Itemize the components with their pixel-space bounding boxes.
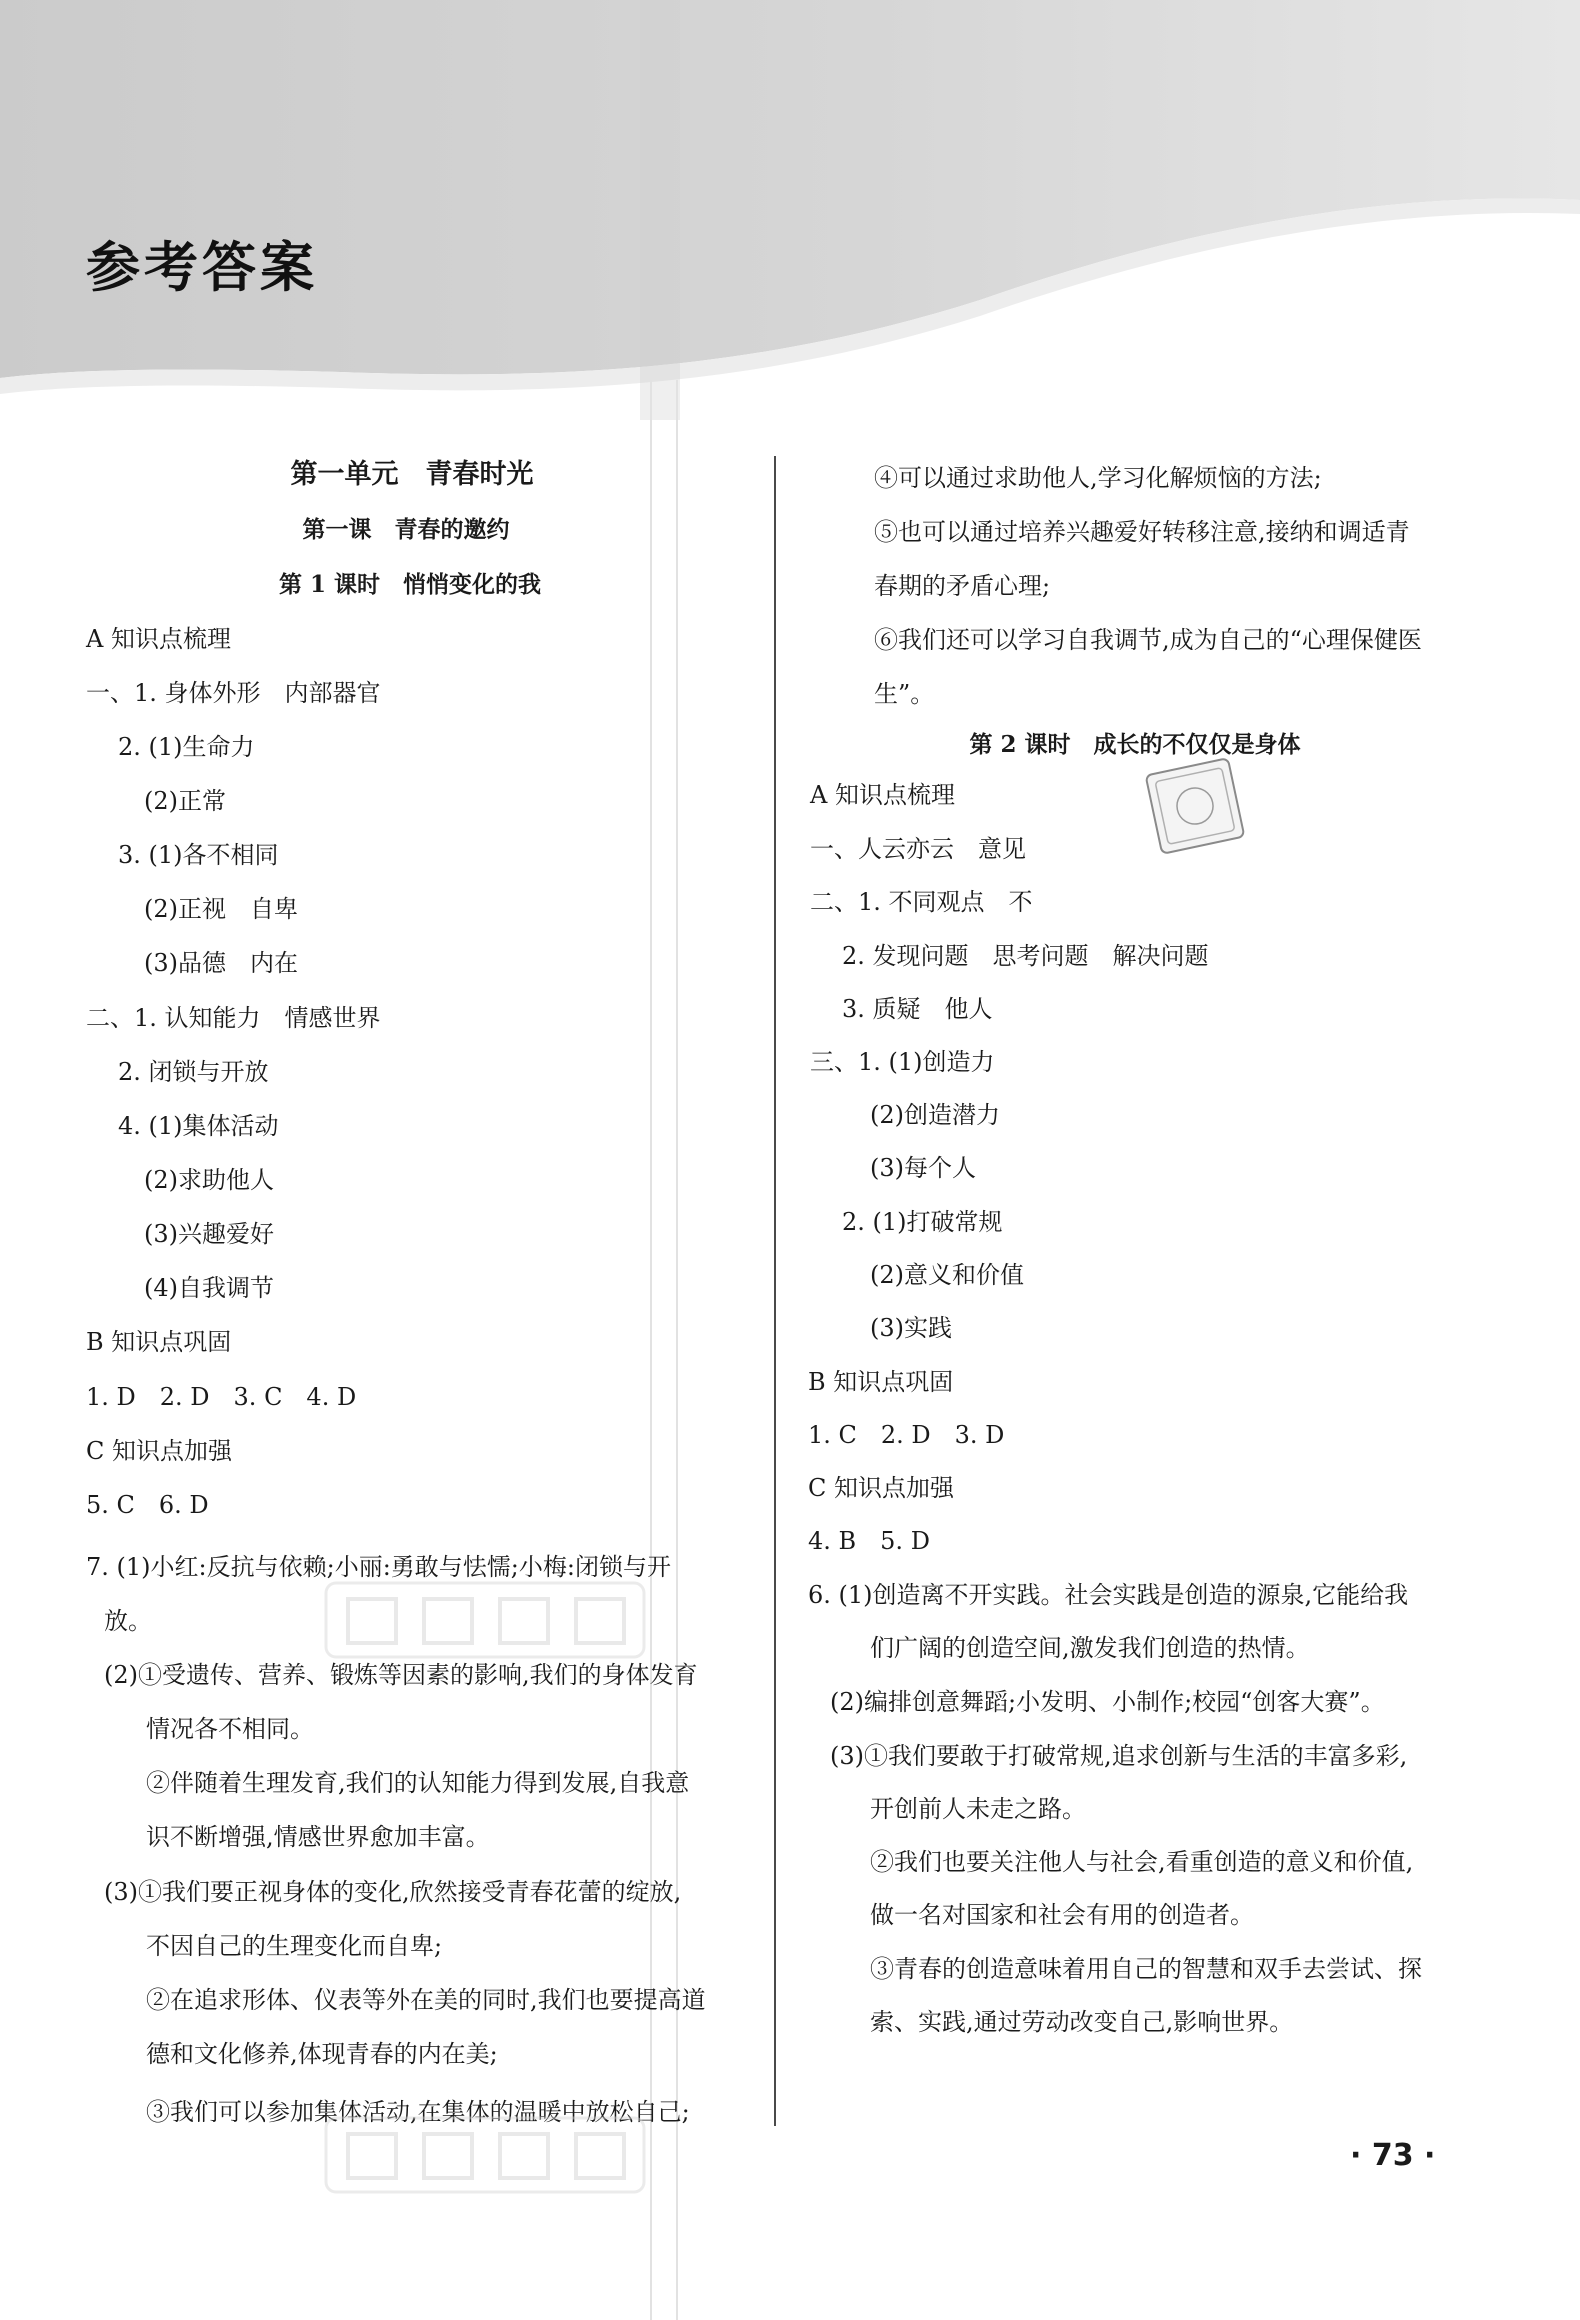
watermark-graphic <box>320 2110 650 2200</box>
answer-line: 不因自己的生理变化而自卑; <box>146 1932 443 1960</box>
lesson-title: 第一课 青春的邀约 <box>302 516 510 543</box>
answer-line: ④可以通过求助他人,学习化解烦恼的方法; <box>874 464 1322 492</box>
answer-line: 索、实践,通过劳动改变自己,影响世界。 <box>870 2008 1294 2036</box>
answer-line: 放。 <box>104 1607 152 1635</box>
answer-line: 2. 发现问题 思考问题 解决问题 <box>842 942 1209 970</box>
answer-line: 三、1. (1)创造力 <box>810 1048 995 1076</box>
answer-line: (3)兴趣爱好 <box>144 1220 274 1248</box>
page-number: · 73 · <box>1350 2138 1436 2173</box>
answer-line: A 知识点梳理 <box>810 781 955 809</box>
answer-line: ③我们可以参加集体活动,在集体的温暖中放松自己; <box>146 2098 690 2126</box>
answer-line: ②在追求形体、仪表等外在美的同时,我们也要提高道 <box>146 1986 706 2014</box>
answer-line: (3)每个人 <box>870 1154 976 1182</box>
period-title: 第 2 课时 成长的不仅仅是身体 <box>969 731 1301 758</box>
answer-line: (2)正常 <box>144 787 226 815</box>
answer-line: 德和文化修养,体现青春的内在美; <box>146 2040 498 2068</box>
answer-line: 2. 闭锁与开放 <box>118 1058 269 1086</box>
answer-line: (2)编排创意舞蹈;小发明、小制作;校园“创客大赛”。 <box>830 1688 1385 1716</box>
stamp-graphic <box>1135 752 1255 860</box>
answer-line: 4. (1)集体活动 <box>118 1112 279 1140</box>
answer-line: ⑤也可以通过培养兴趣爱好转移注意,接纳和调适青 <box>874 518 1410 546</box>
answer-line: ③青春的创造意味着用自己的智慧和双手去尝试、探 <box>870 1955 1422 1983</box>
answer-line: ②我们也要关注他人与社会,看重创造的意义和价值, <box>870 1848 1414 1876</box>
answer-line: (3)①我们要敢于打破常规,追求创新与生活的丰富多彩, <box>830 1742 1408 1770</box>
answer-line: 1. C 2. D 3. D <box>808 1421 1005 1449</box>
answer-line: ②伴随着生理发育,我们的认知能力得到发展,自我意 <box>146 1769 690 1797</box>
answer-line: 6. (1)创造离不开实践。社会实践是创造的源泉,它能给我 <box>808 1581 1409 1609</box>
answer-line: (4)自我调节 <box>144 1274 274 1302</box>
answer-line: A 知识点梳理 <box>86 625 231 653</box>
answer-line: 4. B 5. D <box>808 1527 930 1555</box>
answer-line: B 知识点巩固 <box>808 1368 954 1396</box>
answer-line: (3)①我们要正视身体的变化,欣然接受青春花蕾的绽放, <box>104 1878 682 1906</box>
page-heading: 参考答案 <box>86 236 318 299</box>
answer-line: 识不断增强,情感世界愈加丰富。 <box>146 1823 490 1851</box>
answer-line: 情况各不相同。 <box>146 1715 314 1743</box>
answer-line: 生”。 <box>874 680 935 708</box>
answer-line: (3)品德 内在 <box>144 949 298 977</box>
answer-line: 做一名对国家和社会有用的创造者。 <box>870 1901 1254 1929</box>
answer-line: 二、1. 认知能力 情感世界 <box>86 1004 381 1032</box>
unit-title: 第一单元 青春时光 <box>290 459 534 490</box>
answer-line: C 知识点加强 <box>808 1474 954 1502</box>
answer-line: (2)创造潜力 <box>870 1101 1000 1129</box>
answer-line: 5. C 6. D <box>86 1491 209 1519</box>
answer-line: (2)正视 自卑 <box>144 895 298 923</box>
answer-line: 2. (1)打破常规 <box>842 1208 1003 1236</box>
answer-line: ⑥我们还可以学习自我调节,成为自己的“心理保健医 <box>874 626 1422 654</box>
watermark-graphic <box>320 1575 650 1665</box>
answer-line: 7. (1)小红:反抗与依赖;小丽:勇敢与怯懦;小梅:闭锁与开 <box>86 1553 671 1581</box>
period-title: 第 1 课时 悄悄变化的我 <box>278 571 542 598</box>
answer-line: 1. D 2. D 3. C 4. D <box>86 1383 357 1411</box>
answer-line: 2. (1)生命力 <box>118 733 255 761</box>
answer-line: (2)求助他人 <box>144 1166 274 1194</box>
answer-line: 开创前人未走之路。 <box>870 1795 1086 1823</box>
answer-line: 们广阔的创造空间,激发我们创造的热情。 <box>870 1634 1310 1662</box>
answer-line: 一、1. 身体外形 内部器官 <box>86 679 381 707</box>
answer-line: 一、人云亦云 意见 <box>810 835 1026 863</box>
answer-line: (3)实践 <box>870 1314 952 1342</box>
answer-line: B 知识点巩固 <box>86 1328 232 1356</box>
answer-line: (2)意义和价值 <box>870 1261 1024 1289</box>
answer-line: C 知识点加强 <box>86 1437 232 1465</box>
answer-line: 3. (1)各不相同 <box>118 841 279 869</box>
answer-line: 春期的矛盾心理; <box>874 572 1051 600</box>
answer-line: (2)①受遗传、营养、锻炼等因素的影响,我们的身体发育 <box>104 1661 698 1689</box>
answer-line: 3. 质疑 他人 <box>842 995 993 1023</box>
answer-line: 二、1. 不同观点 不 <box>810 888 1033 916</box>
